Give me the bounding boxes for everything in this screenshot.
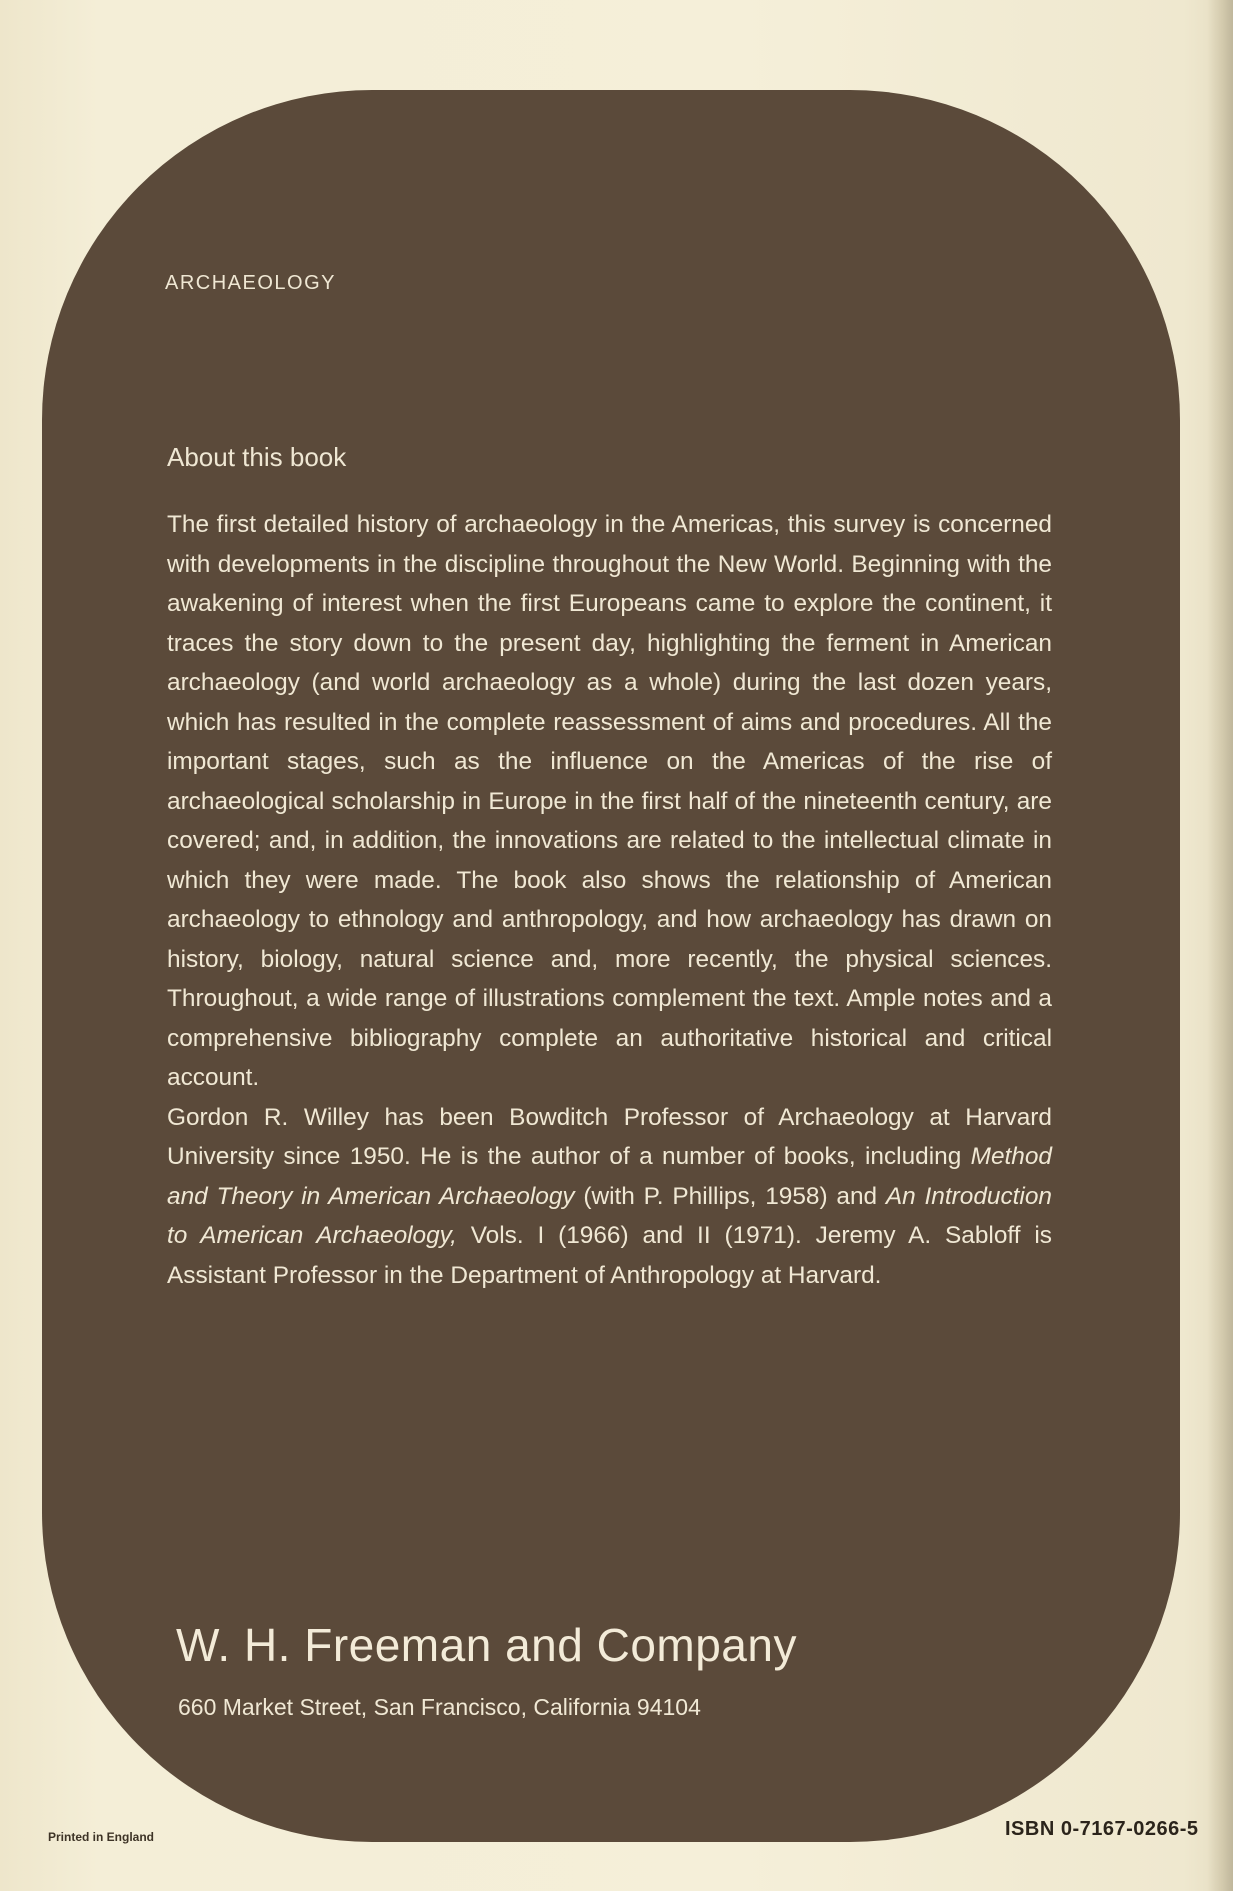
- book-description: The first detailed history of archaeology in the Americas, this survey is concerned with developments in the discipline throughout the New World. Beginning with the awakening of interest when the first Europeans came to explore the continent, it traces the story down to the present day, highlighting the ferment in American archaeology (and world archaeology as a whole) during the last dozen years, which has resulted in the complete reassessment of aims and procedures. All the important stages, such as the influence on the Americas of the rise of archaeological scholarship in Europe in the first half of the nineteenth century, are covered; and, in addition, the innovations are related to the intellectual climate in which they were made. The book also shows the relationship of American archaeology to ethnology and anthropology, and how archaeology has drawn on history, biology, natural science and, more recently, the physical sciences. Throughout, a wide range of illustrations complement the text. Ample notes and a comprehensive bibliography complete an authoritative historical and critical account.: [167, 511, 1052, 1091]
- author-bio-text-3: Vols. I (1966) and II (1971). Jeremy A. Sabloff is Assistant Professor in the Department of Anthropology at Harvard.: [167, 1222, 1052, 1289]
- book-title-1: Method and Theory in American Archaeology: [167, 1143, 1052, 1210]
- about-heading: About this book: [167, 442, 347, 472]
- author-bio-text-1: Gordon R. Willey has been Bowditch Professor of Archaeology at Harvard University since 1950. He is the author of a number of books, including: [167, 1103, 1052, 1170]
- book-title-2: An Introduction to American Archaeology,: [167, 1182, 1052, 1249]
- isbn-number: ISBN 0-7167-0266-5: [1005, 1818, 1199, 1840]
- printed-in-label: Printed in England: [48, 1830, 155, 1844]
- author-bio-text-2: (with P. Phillips, 1958) and: [574, 1182, 886, 1210]
- author-bio: [167, 1098, 1052, 1296]
- publisher-name: W. H. Freeman and Company: [176, 1619, 797, 1671]
- category-label: ARCHAEOLOGY: [165, 272, 336, 294]
- publisher-address: 660 Market Street, San Francisco, California 94104: [178, 1694, 701, 1720]
- cover-edge-shadow: [1207, 0, 1233, 1891]
- description-block: [167, 505, 1052, 1295]
